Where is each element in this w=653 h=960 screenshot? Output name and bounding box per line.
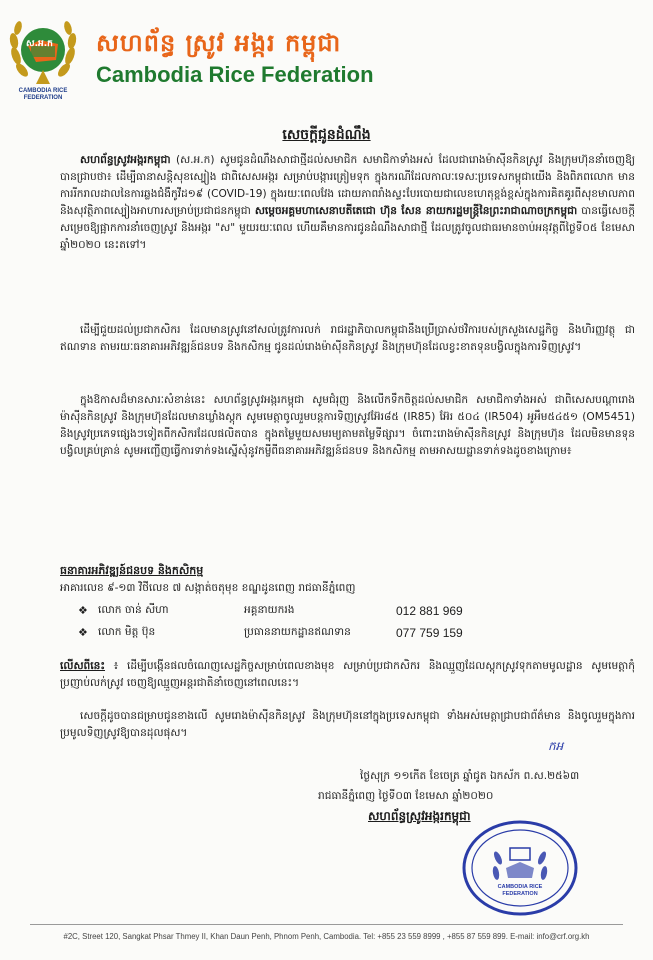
official-seal — [460, 818, 580, 918]
bullet-icon: ❖ — [78, 604, 88, 617]
paragraph-4-text: ៖ ដើម្បីបង្កើនផលចំណេញសេដ្ឋកិច្ចសម្រាប់ពេលខាងមុខ សម្រាប់ប្រជាកសិករ និងឈ្មួញដែលស្តុកស្រូវទុកតាមមូលដ្ឋាន សូមមេត្តាកុំប្រញាប់លក់ស្រូវ ចេញឱ្យឈ្មួញអន្តរជាតិនាំចេញនៅពេលនេះ។ — [60, 660, 635, 689]
contact-name: លោក ចាន់ សីហា — [98, 604, 169, 616]
paragraph-2: ដើម្បីជួយដល់ប្រជាកសិករ ដែលមានស្រូវនៅសល់ត្រូវការលក់ រាជរដ្ឋាភិបាលកម្ពុជានឹងប្រើប្រាស់ថវិការបស់ក្រសួងសេដ្ឋកិច្ច និងហិរញ្ញវត្ថុ ជាឥណទាន តាមរយៈធនាគារអភិវឌ្ឍន៍ជនបទ និងកសិកម្ម ជូនដល់រោងម៉ាស៊ីនកិនស្រូវ និងក្រុមហ៊ុនដែលខ្វះខាតទុនបង្វិលក្នុងការទិញស្រូវ។ — [60, 324, 635, 353]
bank-title: ធនាគារអភិវឌ្ឍន៍ជនបទ និងកសិកម្ម — [60, 564, 204, 577]
contact-phone: 077 759 159 — [396, 626, 463, 640]
paragraph-1-bold: សម្តេចអគ្គមហាសេនាបតីតេជោ ហ៊ុន សែន នាយករដ្ឋមន្ត្រីនៃព្រះរាជាណាចក្រកម្ពុជា — [254, 205, 578, 217]
date-solar: រាជធានីភ្នំពេញ ថ្ងៃទី០៣ ខែមេសា ឆ្នាំ២០២០ — [318, 790, 494, 802]
paragraph-1-text-2: បានធ្វើសេចក្តីសម្រេចឱ្យផ្អាកការនាំចេញស្រូវ និងអង្ករ "ស" មួយរយៈពេល ហើយគឺមានការជូនដំណឹងសាជាថ្មី ដែលត្រូវចូលជាធរមានចាប់អនុវត្តពីថ្ងៃទី០៥ ខែមេសា ឆ្នាំ២០២០ នេះតទៅ។ — [60, 205, 635, 251]
paragraph-5: សេចក្តីដូចបានជម្រាបជូនខាងលើ សូមរោងម៉ាស៊ីនកិនស្រូវ និងក្រុមហ៊ុននៅក្នុងប្រទេសកម្ពុជា ទាំងអស់មេត្តាជ្រាបជាព័ត៌មាន និងចូលរួមក្នុងការប្រមូលទិញស្រូវឱ្យបានដុលផុស។ — [60, 710, 635, 739]
org-title-khmer: សហព័ន្ធ ស្រូវ អង្ករ កម្ពុជា — [96, 28, 342, 57]
notice-title: សេចក្តីជូនដំណឹង — [282, 127, 371, 143]
paragraph-1-lead: សហព័ន្ធស្រូវអង្ករកម្ពុជា — [80, 154, 171, 166]
org-title-english: Cambodia Rice Federation — [96, 62, 374, 87]
signatory: សហព័ន្ធស្រូវអង្ករកម្ពុជា — [368, 809, 471, 823]
paragraph-1 — [60, 152, 635, 254]
footer-divider — [30, 924, 623, 925]
paragraph-4-lead: លើសពីនេះ — [60, 660, 106, 672]
contact-role: អគ្គនាយករង — [244, 604, 295, 616]
bank-address: អាគារលេខ ៩-១៣ វិថីលេខ ៧ សង្កាត់ចតុមុខ ខណ្ឌដូនពេញ រាជធានីភ្នំពេញ — [60, 582, 356, 594]
handwritten-initial: កអ — [548, 739, 564, 753]
date-lunar: ថ្ងៃសុក្រ ១១កើត ខែចេត្រ ឆ្នាំជូត ឯកស័ក ព.ស.២៥៦៣ — [360, 770, 580, 782]
paragraph-4 — [60, 658, 635, 692]
paragraph-3: ក្នុងឱកាសដ៏មានសារៈសំខាន់នេះ សហព័ន្ធស្រូវអង្ករកម្ពុជា សូមជំរុញ និងលើកទឹកចិត្តដល់សមាជិក សមាជិកាទាំងអស់ ជាពិសេសបណ្តារោងម៉ាស៊ីនកិនស្រូវ និងក្រុមហ៊ុនដែលមានឃ្លាំងស្តុក សូមមេត្តាចូលរួមបន្តការទិញស្រូវអ៊ែរ៨៥ (IR85) អ៊ែរ ៥០៤ (IR504) អូអឹម៥៤៥១ (OM5451) និងស្រូវប្រភេទផ្សេងៗទៀតពីកសិករដែលផលិតបាន ក្នុងតម្លៃមួយសមរម្យតាមតម្លៃទីផ្សារ។ ចំពោះរោងម៉ាស៊ីនកិនស្រូវ និងក្រុមហ៊ុន ដែលមិនមានទុនបង្វិលគ្រប់គ្រាន់ សូមអញ្ជើញធ្វើការទាក់ទងស្នើសុំនូវកម្ចីពីធនាគារអភិវឌ្ឍន៍ជនបទ និងកសិកម្ម តាមអាសយដ្ឋានទាក់ទងដូចខាងក្រោម៖ — [60, 394, 635, 457]
footer-address: #2C, Street 120, Sangkat Phsar Thmey II, Khan Daun Penh, Phnom Penh, Cambodia. Tel: +855 23 559 8999 , +855 87 559 899. E-mail: info@crf.org.kh — [63, 932, 590, 941]
contact-phone: 012 881 969 — [396, 604, 463, 618]
paragraph-1-text: (ស.អ.ក) សូមជូនដំណឹងសាជាថ្មីដល់សមាជិក សមាជិកាទាំងអស់ ដែលជារោងម៉ាស៊ីនកិនស្រូវ និងក្រុមហ៊ុននាំចេញឱ្យបានជ្រាបថា៖ ដើម្បីធានាសន្តិសុខស្បៀង ជាពិសេសអង្ករ សម្រាប់បង្ការត្រៀមទុក ក្នុងករណីដែលកាលៈទេសៈប្រទេសកម្ពុជាយើង និងពិភពលោក មានការរីករាលដាលនៃការឆ្លងជំងឺកូវីដ១៩ (COVID-19) ក្នុងរយៈពេលវែង ដោយភាពរាំងស្ទះបែរបោយជាលេខហេតុខ្ពង់ខ្ពស់ក្នុងការគិតគូរពីសុខមាលភាព និងសុវត្ថិភាពស្បៀងអាហារសម្រាប់ប្រជាជនកម្ពុជា — [60, 154, 635, 217]
contact-role: ប្រធាននាយកដ្ឋានឥណទាន — [244, 626, 351, 638]
seal-caption: CAMBODIA RICE FEDERATION — [497, 884, 543, 897]
logo-caption: CAMBODIA RICE FEDERATION — [18, 88, 68, 101]
bullet-icon: ❖ — [78, 626, 88, 639]
logo-text: ស.អ.ក — [26, 39, 53, 49]
contact-name: លោក មិត្ត ប៊ុន — [98, 626, 156, 638]
